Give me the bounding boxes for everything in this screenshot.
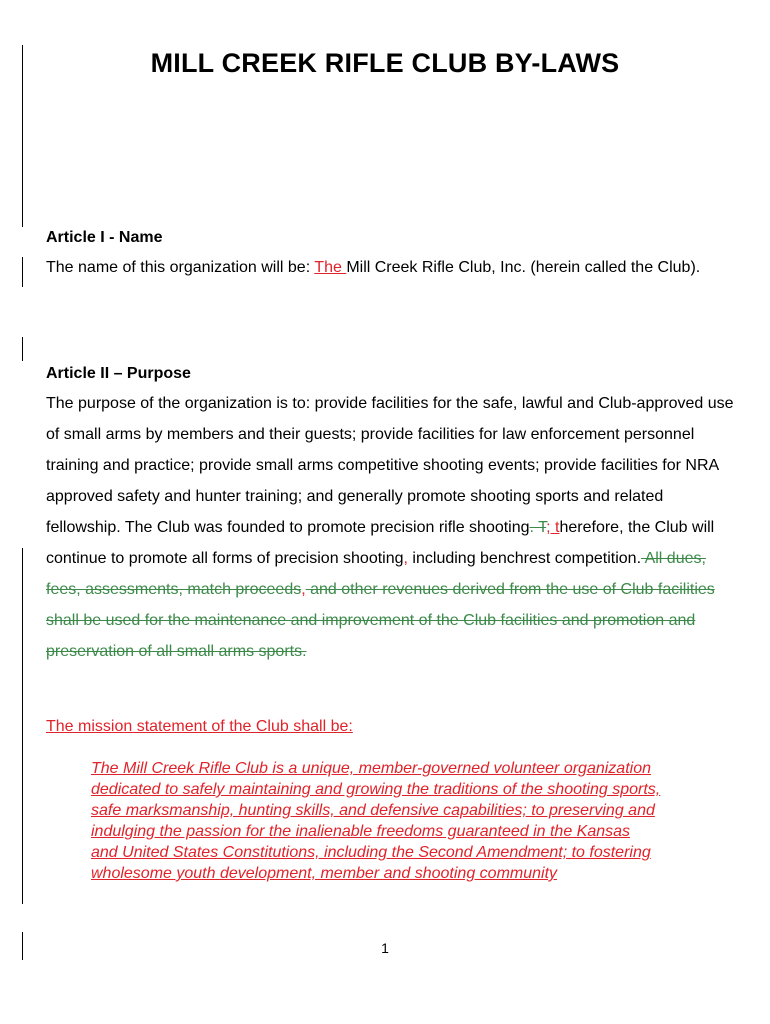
article-1-heading: Article I - Name xyxy=(46,229,163,246)
insertion: , xyxy=(301,581,306,598)
change-bar xyxy=(22,548,23,904)
deletion: . T xyxy=(529,519,547,536)
deletion: and other revenues derived from the use of Club facilities shall be used for the maintenance and improvement of the Club facilities and promotion and preservation of all small arms sports. xyxy=(46,581,715,660)
insertion: The xyxy=(314,259,347,276)
mission-intro: The mission statement of the Club shall be: xyxy=(46,718,353,735)
document-title: MILL CREEK RIFLE CLUB BY-LAWS xyxy=(150,48,620,78)
article-2-heading: Article II – Purpose xyxy=(46,365,191,382)
change-bar xyxy=(22,337,23,361)
change-bar xyxy=(22,257,23,287)
text-run: The purpose of the organization is to: provide facilities for the safe, lawful and Club-approved use of small arms by members and their guests; provide facilities for law enforcement personnel training and practice; provide small arms competitive shooting events; provide facilities for NRA approved safety and hunter training; and generally promote shooting sports and related fellowship. The Club was founded to promote precision rifle shooting xyxy=(46,395,734,536)
text-run: including benchrest competition. xyxy=(407,550,642,567)
article-2-text xyxy=(46,388,736,667)
article-1-text xyxy=(46,252,736,283)
mission-statement: The Mill Creek Rifle Club is a unique, member-governed volunteer organization dedicated to safely maintaining and growing the traditions of the shooting sports, safe marksmanship, hunting skills, and defensive capabilities; to preserving and indulging the passion for the inalienable freedoms guaranteed in the Kansas and United States Constitutions, including the Second Amendment; to fostering wholesome youth development, member and shooting community xyxy=(91,760,661,882)
insertion: ; t xyxy=(546,519,560,536)
insertion: , xyxy=(403,550,408,567)
text-run: Mill Creek Rifle Club, Inc. (herein called the Club). xyxy=(346,259,701,276)
page-number: 1 xyxy=(381,940,389,956)
deletion: All dues, fees, assessments, match proceeds xyxy=(46,550,706,598)
text-run: The name of this organization will be: xyxy=(46,259,315,276)
text-run: herefore, the Club will continue to promote all forms of precision shooting xyxy=(46,519,715,567)
